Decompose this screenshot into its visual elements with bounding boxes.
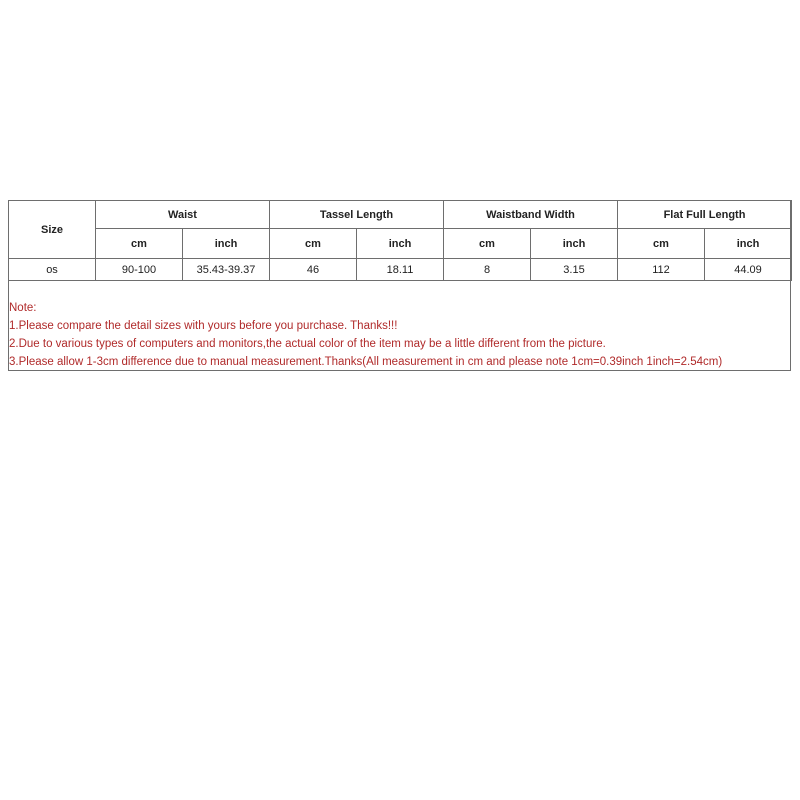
value-cell: 112 bbox=[618, 259, 705, 281]
unit-header: inch bbox=[531, 229, 618, 259]
size-header: Size bbox=[9, 201, 96, 259]
size-chart bbox=[8, 200, 791, 371]
note-line: 2.Due to various types of computers and monitors,the actual color of the item may be a little different from the picture. bbox=[9, 338, 606, 350]
value-cell: 35.43-39.37 bbox=[183, 259, 270, 281]
unit-header: cm bbox=[444, 229, 531, 259]
size-cell: os bbox=[9, 259, 96, 281]
notes-section bbox=[9, 299, 789, 371]
note-line: 3.Please allow 1-3cm difference due to manual measurement.Thanks(All measurement in cm and please note 1cm=0.39inch 1inch=2.54cm) bbox=[9, 356, 723, 368]
value-cell: 44.09 bbox=[705, 259, 792, 281]
group-header-flat-full-length: Flat Full Length bbox=[618, 201, 792, 229]
note-line: 1.Please compare the detail sizes with yours before you purchase. Thanks!!! bbox=[9, 320, 398, 332]
unit-header: inch bbox=[183, 229, 270, 259]
size-table bbox=[8, 200, 792, 281]
unit-header: cm bbox=[270, 229, 357, 259]
group-header-tassel-length: Tassel Length bbox=[270, 201, 444, 229]
value-cell: 90-100 bbox=[96, 259, 183, 281]
unit-header: cm bbox=[96, 229, 183, 259]
group-header-waistband-width: Waistband Width bbox=[444, 201, 618, 229]
notes-title: Note: bbox=[9, 302, 37, 314]
value-cell: 3.15 bbox=[531, 259, 618, 281]
value-cell: 8 bbox=[444, 259, 531, 281]
group-header-row bbox=[9, 201, 792, 229]
value-cell: 46 bbox=[270, 259, 357, 281]
unit-header: inch bbox=[357, 229, 444, 259]
unit-header: inch bbox=[705, 229, 792, 259]
group-header-waist: Waist bbox=[96, 201, 270, 229]
unit-header-row bbox=[9, 229, 792, 259]
table-row bbox=[9, 259, 792, 281]
value-cell: 18.11 bbox=[357, 259, 444, 281]
unit-header: cm bbox=[618, 229, 705, 259]
